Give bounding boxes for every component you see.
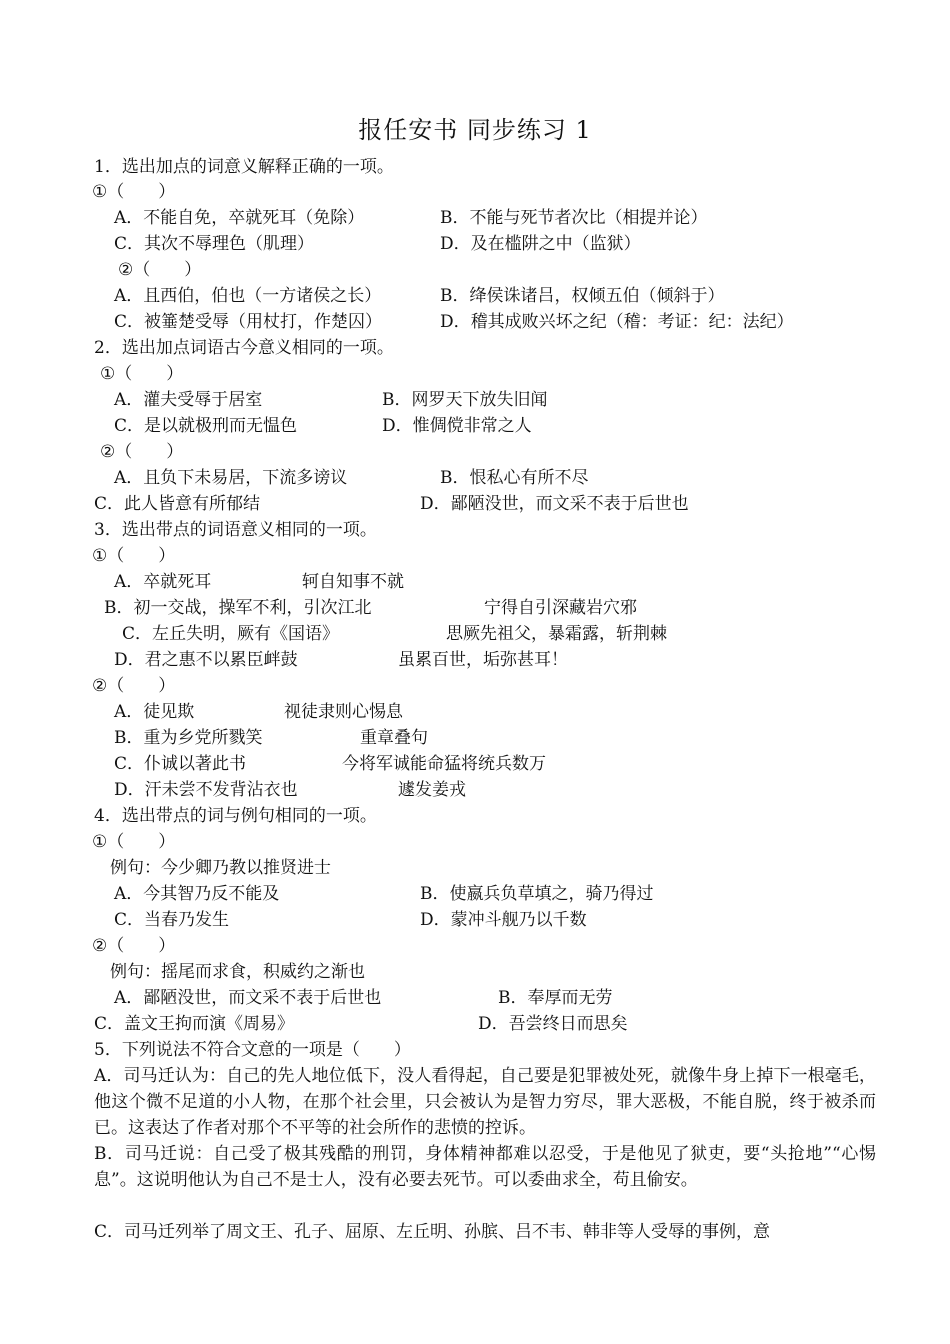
question-2-sub-2-option-d: D．鄙陋没世，而文采不表于后世也 [420, 494, 689, 514]
question-4-sub-2-example: 例句：摇尾而求食，积威约之渐也 [110, 962, 365, 982]
question-1-sub-1-option-d: D．及在槛阱之中（监狱） [440, 234, 641, 254]
question-3-sub-1-option-d-pair: 虽累百世，垢弥甚耳！ [398, 650, 568, 670]
question-4-sub-1-option-b: B．使嬴兵负草填之，骑乃得过 [420, 884, 654, 904]
question-2-stem: 2．选出加点词语古今意义相同的一项。 [94, 338, 394, 358]
question-3-sub-2-option-c: C．仆诚以著此书 [114, 754, 247, 774]
question-2-sub-2-option-b: B．恨私心有所不尽 [440, 468, 589, 488]
question-4-sub-1-example: 例句：今少卿乃教以推贤进士 [110, 858, 331, 878]
question-3-sub-2-option-a: A．徒见欺 [114, 702, 195, 722]
question-4-sub-1-option-c: C．当春乃发生 [114, 910, 230, 930]
question-3-sub-1-option-c: C．左丘失明，厥有《国语》 [122, 624, 340, 644]
question-2-sub-1-option-a: A．灌夫受辱于居室 [114, 390, 263, 410]
question-1-sub-2-option-c: C．被箠楚受辱（用杖打，作楚囚） [114, 312, 383, 332]
question-4-sub-2-option-d: D．吾尝终日而思矣 [478, 1014, 628, 1034]
question-3-sub-1-option-a-pair: 轲自知事不就 [302, 572, 404, 592]
question-4-sub-2: ②（ ） [92, 936, 176, 956]
question-3-sub-2-option-c-pair: 今将军诚能命猛将统兵数万 [342, 754, 546, 774]
page-title: 报任安书 同步练习 1 [358, 116, 592, 144]
question-1-sub-1-option-b: B．不能与死节者次比（相提并论） [440, 208, 708, 228]
question-3-sub-1-option-b: B．初一交战，操军不利，引次江北 [104, 598, 372, 618]
question-4-stem: 4．选出带点的词与例句相同的一项。 [94, 806, 377, 826]
question-4-sub-2-option-a: A．鄙陋没世，而文采不表于后世也 [114, 988, 382, 1008]
question-2-sub-2-option-a: A．且负下未易居，下流多谤议 [114, 468, 348, 488]
question-3-sub-1-option-d: D．君之惠不以累臣衅鼓 [114, 650, 298, 670]
question-1-stem: 1．选出加点的词意义解释正确的一项。 [94, 157, 394, 177]
question-2-sub-1: ①（ ） [100, 364, 184, 384]
question-3-sub-2-option-b: B．重为乡党所戮笑 [114, 728, 263, 748]
question-5-option-b: B．司马迁说：自己受了极其残酷的刑罚，身体精神都难以忍受，于是他见了狱吏，要“头抢地”“心惕息”。这说明他认为自己不是士人，没有必要去死节。可以委曲求全，苟且偷安。 [94, 1144, 876, 1190]
question-5-stem: 5．下列说法不符合文意的一项是（ ） [94, 1040, 411, 1060]
question-2-sub-1-option-d: D．惟倜傥非常之人 [382, 416, 532, 436]
question-2-sub-2-option-c: C．此人皆意有所郁结 [94, 494, 261, 514]
question-1-sub-2-option-b: B．绛侯诛诸吕，权倾五伯（倾斜于） [440, 286, 725, 306]
question-4-sub-2-option-c: C．盖文王拘而演《周易》 [94, 1014, 295, 1034]
question-3-sub-1: ①（ ） [92, 546, 176, 566]
question-4-sub-1-option-a: A．今其智乃反不能及 [114, 884, 280, 904]
question-1-sub-2-option-a: A．且西伯，伯也（一方诸侯之长） [114, 286, 382, 306]
question-4-sub-1: ①（ ） [92, 832, 176, 852]
question-4-sub-2-option-b: B．奉厚而无劳 [498, 988, 613, 1008]
question-1-sub-1-option-c: C．其次不辱理色（肌理） [114, 234, 315, 254]
question-2-sub-1-option-c: C．是以就极刑而无愠色 [114, 416, 298, 436]
question-1-sub-1-option-a: A．不能自免，卒就死耳（免除） [114, 208, 365, 228]
question-3-stem: 3．选出带点的词语意义相同的一项。 [94, 520, 377, 540]
question-1-sub-1: ①（ ） [92, 182, 176, 202]
question-1-sub-2-option-d: D．稽其成败兴坏之纪（稽：考证：纪：法纪） [440, 312, 794, 332]
question-5-option-a: A．司马迁认为：自己的先人地位低下，没人看得起，自己要是犯罪被处死，就像牛身上掉下一根毫毛，他这个微不足道的小人物，在那个社会里，只会被认为是智力穷尽，罪大恶极，不能自脱，终于被杀而已。这表达了作者对那个不平等的社会所作的悲愤的控诉。 [94, 1066, 876, 1138]
question-3-sub-1-option-b-pair: 宁得自引深藏岩穴邪 [484, 598, 637, 618]
question-3-sub-1-option-a: A．卒就死耳 [114, 572, 212, 592]
question-3-sub-1-option-c-pair: 思厥先祖父，暴霜露，斩荆棘 [446, 624, 667, 644]
question-3-sub-2: ②（ ） [92, 676, 176, 696]
question-1-sub-2: ②（ ） [118, 260, 202, 280]
question-2-sub-1-option-b: B．网罗天下放失旧闻 [382, 390, 548, 410]
question-4-sub-1-option-d: D．蒙冲斗舰乃以千数 [420, 910, 587, 930]
question-3-sub-2-option-d-pair: 遽发姜戎 [398, 780, 466, 800]
question-2-sub-2: ②（ ） [100, 442, 184, 462]
question-3-sub-2-option-a-pair: 视徒隶则心惕息 [284, 702, 403, 722]
question-3-sub-2-option-b-pair: 重章叠句 [360, 728, 428, 748]
question-5-option-c: C．司马迁列举了周文王、孔子、屈原、左丘明、孙膑、吕不韦、韩非等人受辱的事例，意 [94, 1222, 771, 1242]
question-3-sub-2-option-d: D．汗未尝不发背沾衣也 [114, 780, 298, 800]
